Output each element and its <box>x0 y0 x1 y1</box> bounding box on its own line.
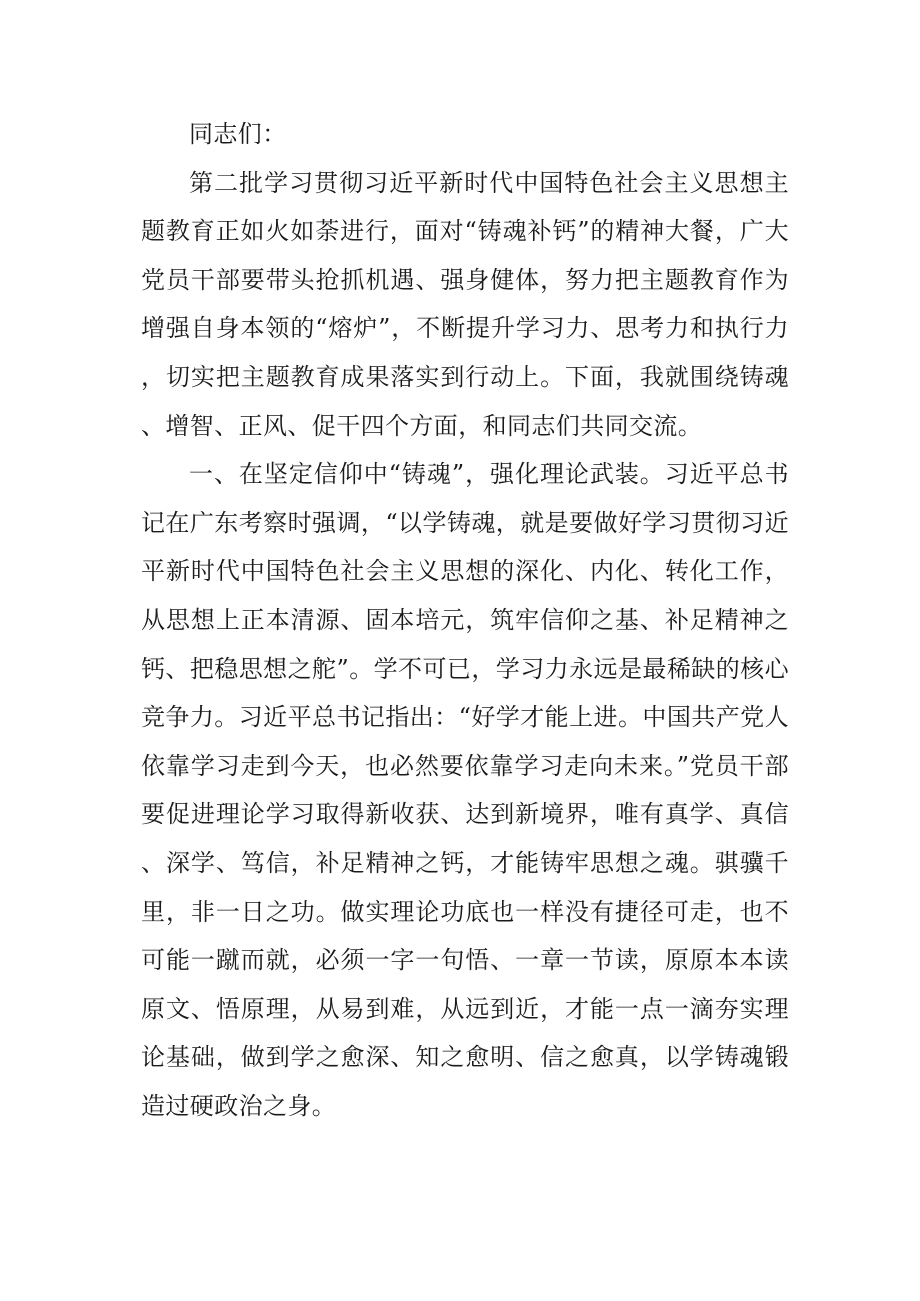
salutation: 同志们： <box>189 120 287 148</box>
paragraph-intro: 第二批学习贯彻习近平新时代中国特色社会主义思想主题教育正如火如荼进行，面对“铸魂补钙”的精神大餐，广大党员干部要带头抢抓机遇、强身健体，努力把主题教育作为增强自身本领的“熔炉”，不断提升学习力、思考力和执行力，切实把主题教育成果落实到行动上。下面，我就围绕铸魂、增智、正风、促干四个方面，和同志们共同交流。 <box>141 168 789 440</box>
document-body <box>141 110 789 1130</box>
paragraph-section-one: 一、在坚定信仰中“铸魂”，强化理论武装。习近平总书记在广东考察时强调，“以学铸魂，就是要做好学习贯彻习近平新时代中国特色社会主义思想的深化、内化、转化工作，从思想上正本清源、固本培元，筑牢信仰之基、补足精神之钙、把稳思想之舵”。学不可已，学习力永远是最稀缺的核心竞争力。习近平总书记指出：“好学才能上进。中国共产党人依靠学习走到今天，也必然要依靠学习走向未来。”党员干部要促进理论学习取得新收获、达到新境界，唯有真学、真信、深学、笃信，补足精神之钙，才能铸牢思想之魂。骐骥千里，非一日之功。做实理论功底也一样没有捷径可走，也不可能一蹴而就，必须一字一句悟、一章一节读，原原本本读原文、悟原理，从易到难，从远到近，才能一点一滴夯实理论基础，做到学之愈深、知之愈明、信之愈真，以学铸魂锻造过硬政治之身。 <box>141 460 789 1120</box>
